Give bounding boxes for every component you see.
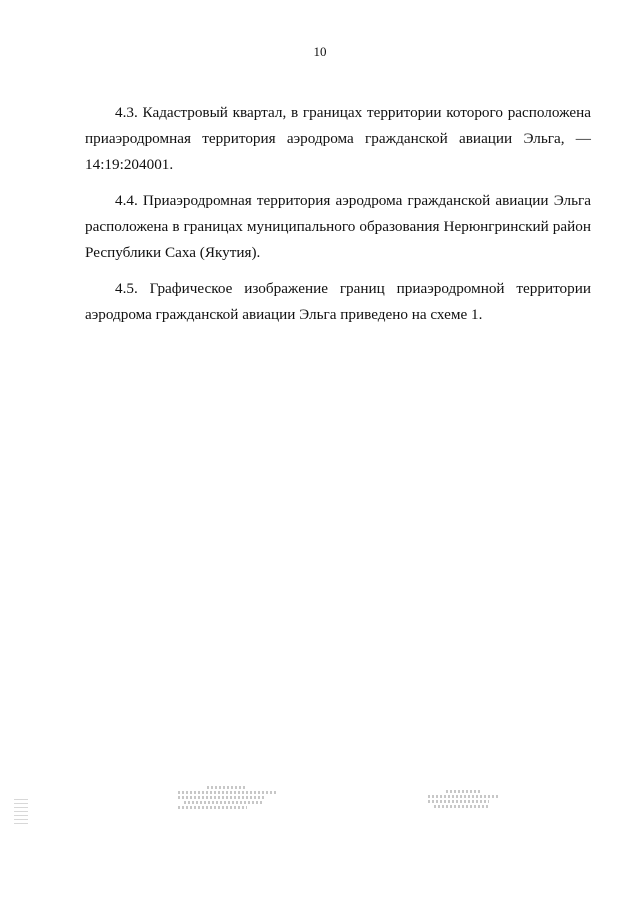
faint-stamp-right — [428, 790, 500, 808]
margin-scan-mark — [14, 796, 28, 824]
paragraph-4-4: 4.4. Приаэродромная территория аэродрома гражданской авиации Эльга расположена в границах муниципального образования Нерюнгринский район Республики Саха (Якутия). — [85, 192, 591, 261]
faint-stamp-left — [178, 786, 276, 809]
document-body — [85, 100, 591, 338]
page-number: 10 — [313, 44, 327, 59]
paragraph-4-3: 4.3. Кадастровый квартал, в границах территории которого расположена приаэродромная территория аэродрома гражданской авиации Эльга, — 14:19:204001. — [85, 104, 591, 173]
paragraph-4-5: 4.5. Графическое изображение границ приаэродромной территории аэродрома гражданской авиации Эльга приведено на схеме 1. — [85, 280, 591, 323]
